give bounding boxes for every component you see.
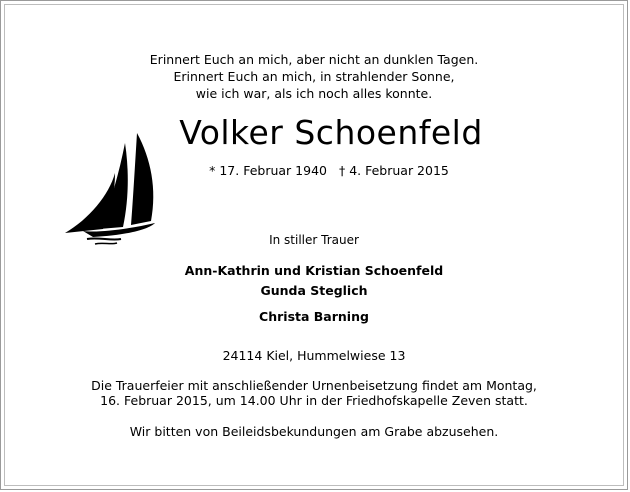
life-dates [129, 163, 529, 178]
mourning-label: In stiller Trauer [269, 233, 359, 247]
condolence-note: Wir bitten von Beileidsbekundungen am Grabe abzusehen. [129, 424, 499, 439]
family-list [1, 261, 627, 327]
family-member-2: Gunda Steglich [260, 283, 368, 298]
ceremony-line-1: Die Trauerfeier mit anschließender Urnenbeisetzung findet am Montag, [91, 378, 537, 393]
family-member-1: Ann-Kathrin und Kristian Schoenfeld [184, 263, 444, 278]
birth-date: * 17. Februar 1940 [209, 163, 327, 178]
ceremony-info [1, 378, 627, 408]
poem [1, 51, 627, 102]
poem-line-2: Erinnert Euch an mich, in strahlender Sonne, [173, 69, 455, 84]
death-date: † 4. Februar 2015 [338, 163, 449, 178]
address: 24114 Kiel, Hummelwiese 13 [222, 348, 406, 363]
poem-line-1: Erinnert Euch an mich, aber nicht an dunklen Tagen. [149, 52, 479, 67]
poem-line-3: wie ich war, als ich noch alles konnte. [195, 86, 433, 101]
family-member-3: Christa Barning [259, 309, 369, 324]
deceased-name: Volker Schoenfeld [179, 113, 483, 152]
ceremony-line-2: 16. Februar 2015, um 14.00 Uhr in der Friedhofskapelle Zeven statt. [100, 393, 528, 408]
